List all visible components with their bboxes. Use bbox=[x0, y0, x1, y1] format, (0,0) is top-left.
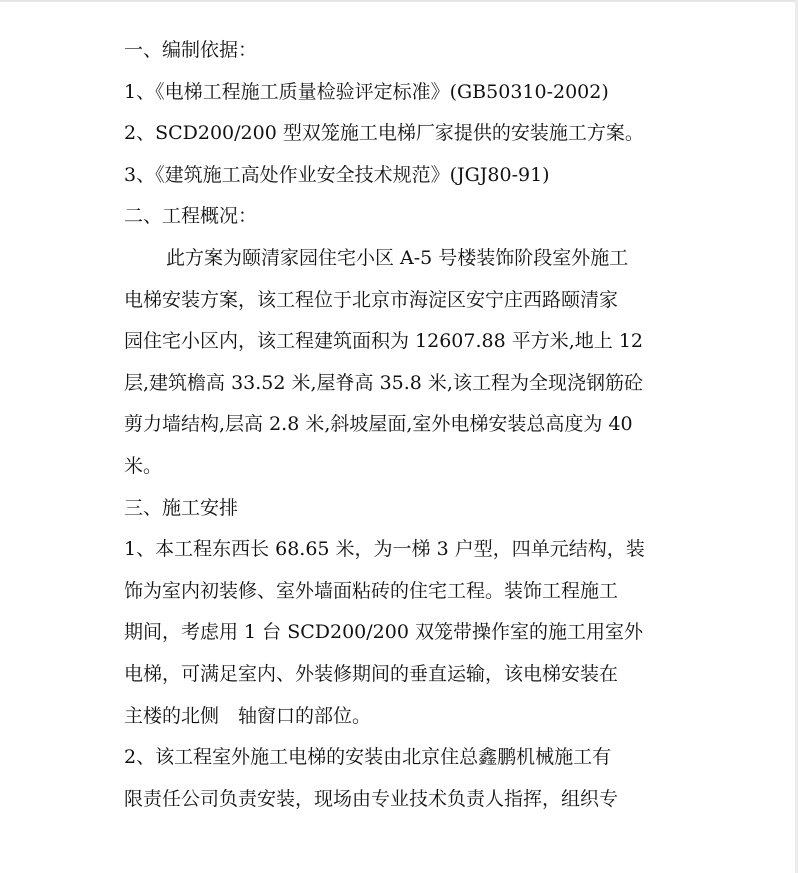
page-top-edge bbox=[0, 0, 798, 2]
text-line: 电梯，可满足室内、外装修期间的垂直运输，该电梯安装在 bbox=[124, 662, 619, 685]
basis-item-1: 1、《电梯工程施工质量检验评定标准》(GB50310-2002) bbox=[124, 80, 609, 103]
heading-compilation-basis: 一、编制依据： bbox=[124, 39, 258, 61]
text-line: 剪力墙结构,层高 2.8 米,斜坡屋面,室外电梯安装总高度为 40 bbox=[124, 413, 633, 436]
text-line: 2、该工程室外施工电梯的安装由北京住总鑫鹏机械施工有 bbox=[124, 746, 612, 769]
text-line: 电梯安装方案，该工程位于北京市海淀区安宁庄西路颐清家 bbox=[124, 288, 619, 311]
text-line: 主楼的北侧 轴窗口的部位。 bbox=[124, 704, 372, 727]
text-line: 饰为室内初装修、室外墙面粘砖的住宅工程。装饰工程施工 bbox=[124, 579, 619, 602]
text-line: 1、本工程东西长 68.65 米，为一梯 3 户型，四单元结构，装 bbox=[124, 538, 645, 561]
basis-item-2: 2、SCD200/200 型双笼施工电梯厂家提供的安装施工方案。 bbox=[124, 122, 644, 145]
arrangement-item-1 bbox=[124, 529, 684, 737]
overview-paragraph bbox=[124, 238, 684, 488]
basis-item-3: 3、《建筑施工高处作业安全技术规范》(JGJ80-91) bbox=[124, 163, 550, 186]
arrangement-item-2 bbox=[124, 737, 684, 820]
text-line: 期间，考虑用 1 台 SCD200/200 双笼带操作室的施工用室外 bbox=[124, 621, 643, 644]
text-line: 限责任公司负责安装，现场由专业技术负责人指挥，组织专 bbox=[124, 787, 619, 810]
text-line: 米。 bbox=[124, 454, 163, 477]
heading-construction-arrangement: 三、施工安排 bbox=[124, 496, 239, 519]
heading-project-overview: 二、工程概况： bbox=[124, 205, 258, 228]
text-line: 层,建筑檐高 33.52 米,屋脊高 35.8 米,该工程为全现浇钢筋砼 bbox=[124, 371, 643, 394]
document-body bbox=[124, 30, 684, 820]
text-line: 此方案为颐清家园住宅小区 A-5 号楼装饰阶段室外施工 bbox=[166, 246, 629, 269]
text-line: 园住宅小区内，该工程建筑面积为 12607.88 平方米,地上 12 bbox=[124, 330, 643, 353]
